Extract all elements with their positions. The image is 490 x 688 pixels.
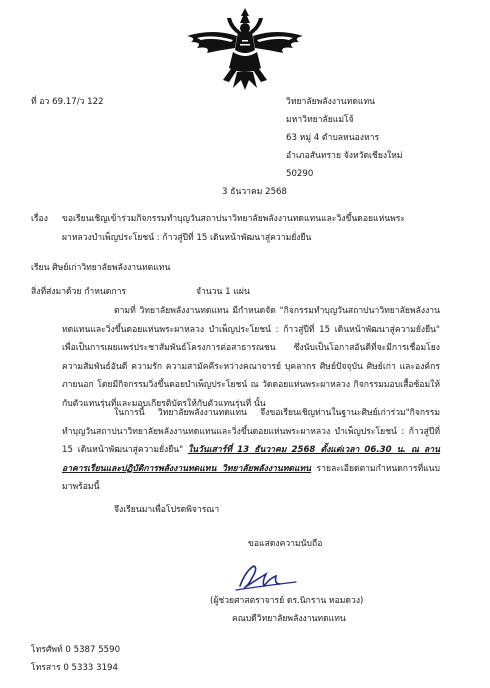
attachment-label: สิ่งที่ส่งมาด้วย กำหนดการ — [31, 287, 127, 297]
signer-title: คณบดีวิทยาลัยพลังงานทดแทน — [232, 614, 346, 624]
address-line: มหาวิทยาลัยแม่โจ้ — [286, 115, 354, 125]
salutation: เรียน ศิษย์เก่าวิทยาลัยพลังงานทดแทน — [31, 263, 171, 273]
address-line: วิทยาลัยพลังงานทดแทน — [286, 97, 376, 107]
fax-number: โทรสาร 0 5333 3194 — [31, 663, 118, 673]
body-paragraph-3: จึงเรียนมาเพื่อโปรดพิจารณา — [114, 505, 220, 515]
phone-number: โทรศัพท์ 0 5387 5590 — [31, 645, 121, 655]
signer-name: (ผู้ช่วยศาสตราจารย์ ดร.นิกราน หอมดวง) — [210, 596, 364, 606]
body-paragraph-1 — [62, 302, 440, 413]
letter-date: 3 ธันวาคม 2568 — [222, 187, 287, 197]
paragraph-2-text: ในการนี้ วิทยาลัยพลังงานทดแทน จึงขอเรียนเชิญท่านในฐานะศิษย์เก่าร่วม"กิจกรรมทำบุญวันสถาปนาวิทยาลัยพลังงานทดแทนและวิ่งขึ้นดอยแห่นพระผาหลวง บำเพ็ญประโยชน์ : ก้าวสู่ปีที่ 15 เดินหน้าพัฒนาสู่ความยั่งยืน" — [62, 408, 440, 455]
event-datetime-location: ในวันเสาร์ที่ 13 ธันวาคม 2568 ตั้งแต่เวลา 06.30 น. ณ ลานอาคารเรียนและปฏิบัติการพลังงานทดแทน วิทยาลัยพลังงานทดแทน — [62, 445, 440, 474]
address-line: 50290 — [286, 169, 314, 179]
paragraph-2-tail: รายละเอียดตามกำหนดการที่แนบมาพร้อมนี้ — [62, 463, 440, 492]
subject-line-2: ผาหลวงบำเพ็ญประโยชน์ : ก้าวสู่ปีที่ 15 เดินหน้าพัฒนาสู่ความยั่งยืน — [62, 233, 312, 243]
address-line: 63 หมู่ 4 ตำบลหนองหาร — [286, 133, 380, 143]
attachment-count: จำนวน 1 แผ่น — [196, 287, 250, 297]
closing: ขอแสดงความนับถือ — [248, 539, 323, 549]
reference-number: ที่ อว 69.17/ว 122 — [31, 97, 104, 107]
garuda-emblem-icon — [183, 6, 307, 90]
subject-label: เรื่อง — [31, 214, 48, 224]
body-paragraph-2 — [62, 404, 440, 497]
subject-line-1: ขอเรียนเชิญเข้าร่วมกิจกรรมทำบุญวันสถาปนาวิทยาลัยพลังงานทดแทนและวิงขึ้นดอยแห่นพระ — [62, 214, 406, 224]
signature-icon — [232, 560, 302, 596]
address-line: อำเภอสันทราย จังหวัดเชียงใหม่ — [286, 151, 403, 161]
paragraph-1-text: ตามที่ วิทยาลัยพลังงานทดแทน มีกำหนดจัด "กิจกรรมทำบุญวันสถาปนาวิทยาลัยพลังงานทดแทนและวิ่งขึ้นดอยแห่นพระผาหลวง บำเพ็ญประโยชน์ : ก้าวสู่ปีที่ 15 เดินหน้าพัฒนาสู่ความยั่งยืน" เพื่อเป็นการเผยแพร่ประชาสัมพันธ์โครงการต่อสาธารณชน ซึ่งนับเป็นโอกาสอันดีที่จะมีการเชื่อมโยงความสัมพันธ์อันดี ความรัก ความสามัคคีระหว่างคณาจารย์ บุคลากร ศิษย์ปัจจุบัน ศิษย์เก่า และองค์กรภายนอก โดยมีกิจกรรมวิ่งขึ้นดอยบำเพ็ญประโยชน์ ณ วัดดอยแห่นพระผาหลวง กิจกรรมมอบเสื้อซ้อมให้กับตัวแทนรุ่นที่และมอบเกียรติบัตรให้กับตัวแทนรุ่นที่ นั้น — [62, 306, 440, 409]
